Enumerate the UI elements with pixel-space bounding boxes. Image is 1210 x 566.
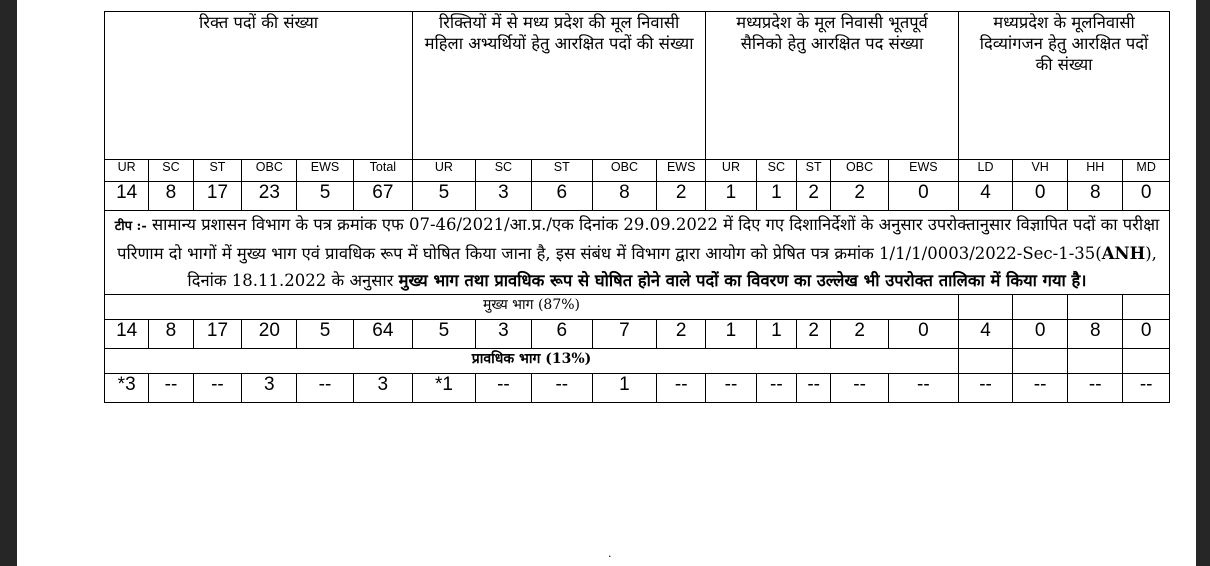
value-cell: 0 [1013, 182, 1068, 211]
value-cell: -- [297, 374, 353, 403]
header-row [105, 12, 1170, 160]
code-cell: HH [1068, 160, 1123, 182]
empty-cell [1013, 349, 1068, 374]
value-cell: 17 [193, 320, 242, 349]
code-cell: UR [413, 160, 476, 182]
note-row [105, 211, 1170, 295]
code-cell: OBC [242, 160, 297, 182]
value-cell: 5 [297, 320, 353, 349]
empty-cell [959, 295, 1013, 320]
note-text [105, 211, 1170, 295]
value-cell: 0 [1123, 320, 1170, 349]
value-cell: 2 [796, 182, 831, 211]
value-cell: 3 [475, 182, 531, 211]
value-cell: 20 [242, 320, 297, 349]
value-cell: 6 [532, 182, 593, 211]
value-cell: 8 [149, 182, 193, 211]
header-exservicemen-reserved: मध्यप्रदेश के मूल निवासी भूतपूर्व सैनिको हेतु आरक्षित पद संख्या [706, 12, 959, 160]
value-cell: 6 [532, 320, 593, 349]
value-cell: 2 [657, 320, 706, 349]
left-edge-bar [0, 0, 17, 566]
header-women-reserved: रिक्तियों में से मध्य प्रदेश की मूल निवासी महिला अभ्यर्थियों हेतु आरक्षित पदों की संख्या [413, 12, 706, 160]
code-cell: LD [959, 160, 1013, 182]
value-cell: -- [149, 374, 193, 403]
value-cell: 64 [353, 320, 412, 349]
value-cell: -- [831, 374, 888, 403]
value-cell: 5 [297, 182, 353, 211]
value-cell: 2 [796, 320, 831, 349]
code-cell: MD [1123, 160, 1170, 182]
note-anh: ANH [1101, 244, 1146, 263]
value-cell: -- [959, 374, 1013, 403]
value-cell: 5 [413, 182, 476, 211]
code-cell: EWS [297, 160, 353, 182]
empty-cell [1068, 349, 1123, 374]
main-part-label: मुख्य भाग (87%) [105, 295, 959, 320]
empty-cell [1123, 349, 1170, 374]
right-edge-bar [1196, 0, 1210, 566]
value-cell: 14 [105, 320, 149, 349]
category-code-row [105, 160, 1170, 182]
reservation-table [104, 11, 1170, 403]
empty-cell [959, 349, 1013, 374]
value-cell: 1 [756, 182, 796, 211]
value-cell: 8 [1068, 182, 1123, 211]
code-cell: ST [532, 160, 593, 182]
code-cell: OBC [831, 160, 888, 182]
note-tip-label: टीप :- [114, 219, 147, 234]
totals-row [105, 182, 1170, 211]
value-cell: -- [532, 374, 593, 403]
value-cell: -- [796, 374, 831, 403]
value-cell: *1 [413, 374, 476, 403]
empty-cell [1123, 295, 1170, 320]
value-cell: -- [1123, 374, 1170, 403]
value-cell: 23 [242, 182, 297, 211]
value-cell: 67 [353, 182, 412, 211]
value-cell: 1 [706, 182, 757, 211]
code-cell: EWS [888, 160, 958, 182]
value-cell: 0 [1123, 182, 1170, 211]
value-cell: -- [756, 374, 796, 403]
value-cell: 0 [888, 182, 958, 211]
value-cell: 8 [1068, 320, 1123, 349]
empty-cell [1068, 295, 1123, 320]
code-cell: ST [796, 160, 831, 182]
provisional-part-label-row [105, 349, 1170, 374]
main-part-values-row [105, 320, 1170, 349]
value-cell: -- [475, 374, 531, 403]
code-cell: VH [1013, 160, 1068, 182]
value-cell: 2 [831, 182, 888, 211]
value-cell: 8 [592, 182, 657, 211]
header-vacant-posts: रिक्त पदों की संख्या [105, 12, 413, 160]
code-cell: SC [756, 160, 796, 182]
value-cell: *3 [105, 374, 149, 403]
code-cell: EWS [657, 160, 706, 182]
code-cell: SC [149, 160, 193, 182]
value-cell: 7 [592, 320, 657, 349]
value-cell: -- [193, 374, 242, 403]
value-cell: 3 [353, 374, 412, 403]
value-cell: -- [888, 374, 958, 403]
code-cell: SC [475, 160, 531, 182]
header-divyang-reserved: मध्यप्रदेश के मूलनिवासी दिव्यांगजन हेतु आरक्षित पदों की संख्या [959, 12, 1170, 160]
value-cell: -- [706, 374, 757, 403]
value-cell: 1 [756, 320, 796, 349]
value-cell: 5 [413, 320, 476, 349]
note-bold-tail: मुख्य भाग तथा प्रावधिक रूप से घोषित होने वाले पदों का विवरण का उल्लेख भी उपरोक्त तालिका में किया गया है। [398, 271, 1087, 290]
provisional-part-label: प्रावधिक भाग (13%) [105, 349, 959, 374]
code-cell: OBC [592, 160, 657, 182]
value-cell: -- [1068, 374, 1123, 403]
code-cell: ST [193, 160, 242, 182]
note-body-1: सामान्य प्रशासन विभाग के पत्र क्रमांक एफ 07-46/2021/आ.प्र./एक दिनांक 29.09.2022 में दिए गए दिशानिर्देशों के अनुसार उपरोक्तानुसार विज्ञापित पदों का परीक्षा परिणाम दो भागों में मुख्य भाग एवं प्रावधिक रूप में घोषित किया जाना है, इस संबंध में विभाग द्वारा आयोग को प्रेषित पत्र क्रमांक 1/1/1/0003/2022-Sec-1-35( [117, 215, 1160, 263]
code-cell: Total [353, 160, 412, 182]
value-cell: 1 [592, 374, 657, 403]
value-cell: 0 [1013, 320, 1068, 349]
code-cell: UR [706, 160, 757, 182]
value-cell: 0 [888, 320, 958, 349]
stray-mark: · [608, 550, 612, 563]
main-part-label-row [105, 295, 1170, 320]
value-cell: 1 [706, 320, 757, 349]
value-cell: 8 [149, 320, 193, 349]
value-cell: 2 [831, 320, 888, 349]
value-cell: -- [1013, 374, 1068, 403]
note-body-2: ), दिनांक 18.11.2022 के अनुसार [187, 244, 1157, 290]
value-cell: 3 [475, 320, 531, 349]
code-cell: UR [105, 160, 149, 182]
empty-cell [1013, 295, 1068, 320]
value-cell: 4 [959, 320, 1013, 349]
value-cell: 14 [105, 182, 149, 211]
value-cell: 17 [193, 182, 242, 211]
value-cell: 3 [242, 374, 297, 403]
value-cell: 2 [657, 182, 706, 211]
value-cell: -- [657, 374, 706, 403]
provisional-part-values-row [105, 374, 1170, 403]
value-cell: 4 [959, 182, 1013, 211]
